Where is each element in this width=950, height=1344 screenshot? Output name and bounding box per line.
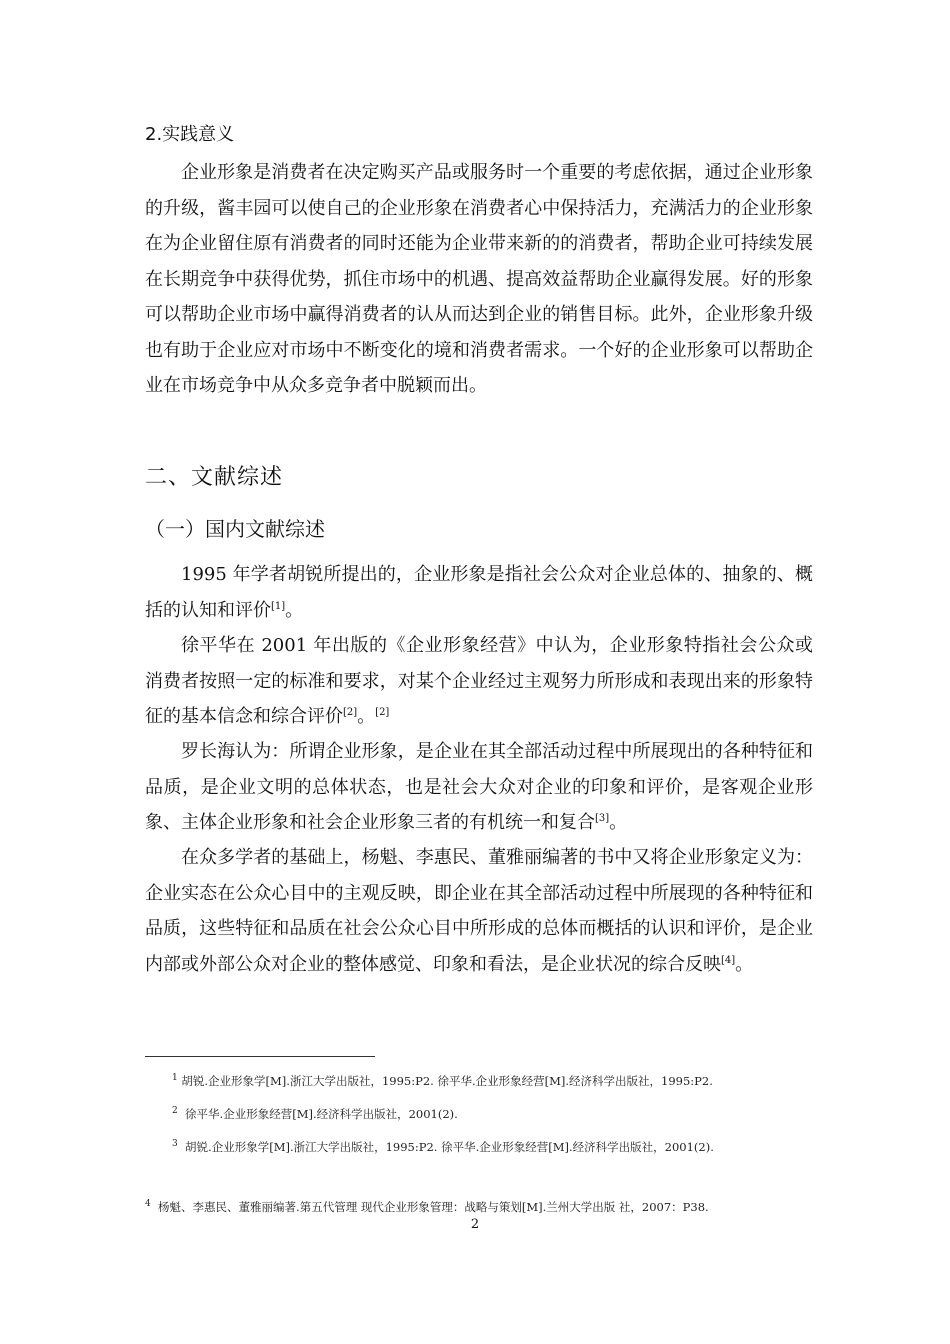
footnote-mark: 4 xyxy=(145,1199,151,1210)
paragraph-text: 罗长海认为：所谓企业形象，是企业在其全部活动过程中所展现出的各种特征和品质，是企业文明的总体状态，也是社会大众对企业的印象和评价，是客观企业形象、主体企业形象和社会企业形象三者的有机统一和复合 xyxy=(145,741,813,833)
footnote-text: 徐平华.企业形象经营[M].经济科学出版社，2001(2). xyxy=(185,1107,458,1121)
footnote-text: 胡锐.企业形象学[M].浙江大学出版社，1995:P2. 徐平华.企业形象经营[M].经济科学出版社，1995:P2. xyxy=(181,1074,713,1088)
footnote-2 xyxy=(172,1106,458,1122)
footnote-1 xyxy=(172,1073,713,1089)
subsection-heading: （一）国内文献综述 xyxy=(145,517,325,541)
page-number: 2 xyxy=(470,1217,480,1232)
citation-ref: [4] xyxy=(721,954,736,966)
chapter-heading: 二、文献综述 xyxy=(145,465,284,490)
paragraph-tail: 。 xyxy=(735,953,754,975)
paragraph-text: 徐平华在 2001 年出版的《企业形象经营》中认为，企业形象特指社会公众或消费者按照一定的标准和要求，对某个企业经过主观努力所形成和表现出来的形象特征的基本信念和综合评价 xyxy=(145,635,813,727)
citation-ref: [3] xyxy=(595,813,610,824)
citation-ref: [2] xyxy=(343,707,358,718)
paragraph-tail: 。 xyxy=(357,706,376,727)
footnote-text: 胡锐.企业形象学[M].浙江大学出版社，1995:P2. 徐平华.企业形象经营[M].经济科学出版社，2001(2). xyxy=(185,1140,714,1154)
footnote-mark: 3 xyxy=(172,1139,178,1150)
literature-paragraph-3 xyxy=(145,734,813,841)
section-heading-practice: 2.实践意义 xyxy=(145,124,235,145)
citation-ref: [1] xyxy=(271,600,286,612)
literature-paragraph-2 xyxy=(145,628,813,735)
footnote-3 xyxy=(172,1139,714,1155)
literature-paragraph-1 xyxy=(145,557,813,628)
footnote-text: 杨魁、李惠民、董雅丽编著.第五代管理 现代企业形象管理：战略与策划[M].兰州大学出版 社，2007：P38. xyxy=(158,1200,709,1214)
citation-ref-footnote: [2] xyxy=(375,707,390,718)
paragraph-text: 1995 年学者胡锐所提出的，企业形象是指社会公众对企业总体的、抽象的、概括的认知和评价 xyxy=(145,564,813,621)
paragraph-tail: 。 xyxy=(609,812,628,833)
footnote-separator xyxy=(145,1056,375,1057)
footnote-4 xyxy=(145,1199,709,1215)
literature-paragraph-4 xyxy=(145,840,813,982)
footnote-mark: 1 xyxy=(172,1073,178,1084)
paragraph-tail: 。 xyxy=(285,599,304,621)
practice-paragraph: 企业形象是消费者在决定购买产品或服务时一个重要的考虑依据，通过企业形象的升级，酱丰园可以使自己的企业形象在消费者心中保持活力，充满活力的企业形象在为企业留住原有消费者的同时还能为企业带来新的的消费者，帮助企业可持续发展在长期竞争中获得优势，抓住市场中的机遇、提高效益帮助企业赢得发展。好的形象可以帮助企业市场中赢得消费者的认从而达到企业的销售目标。此外，企业形象升级也有助于企业应对市场中不断变化的境和消费者需求。一个好的企业形象可以帮助企业在市场竞争中从众多竞争者中脱颖而出。 xyxy=(145,162,813,396)
paragraph-text: 在众多学者的基础上，杨魁、李惠民、董雅丽编著的书中又将企业形象定义为：企业实态在公众心目中的主观反映，即企业在其全部活动过程中所展现的各种特征和品质，这些特征和品质在社会公众心目中所形成的总体而概括的认识和评价，是企业内部或外部公众对企业的整体感觉、印象和看法，是企业状况的综合反映 xyxy=(145,847,813,975)
footnote-mark: 2 xyxy=(172,1106,178,1117)
